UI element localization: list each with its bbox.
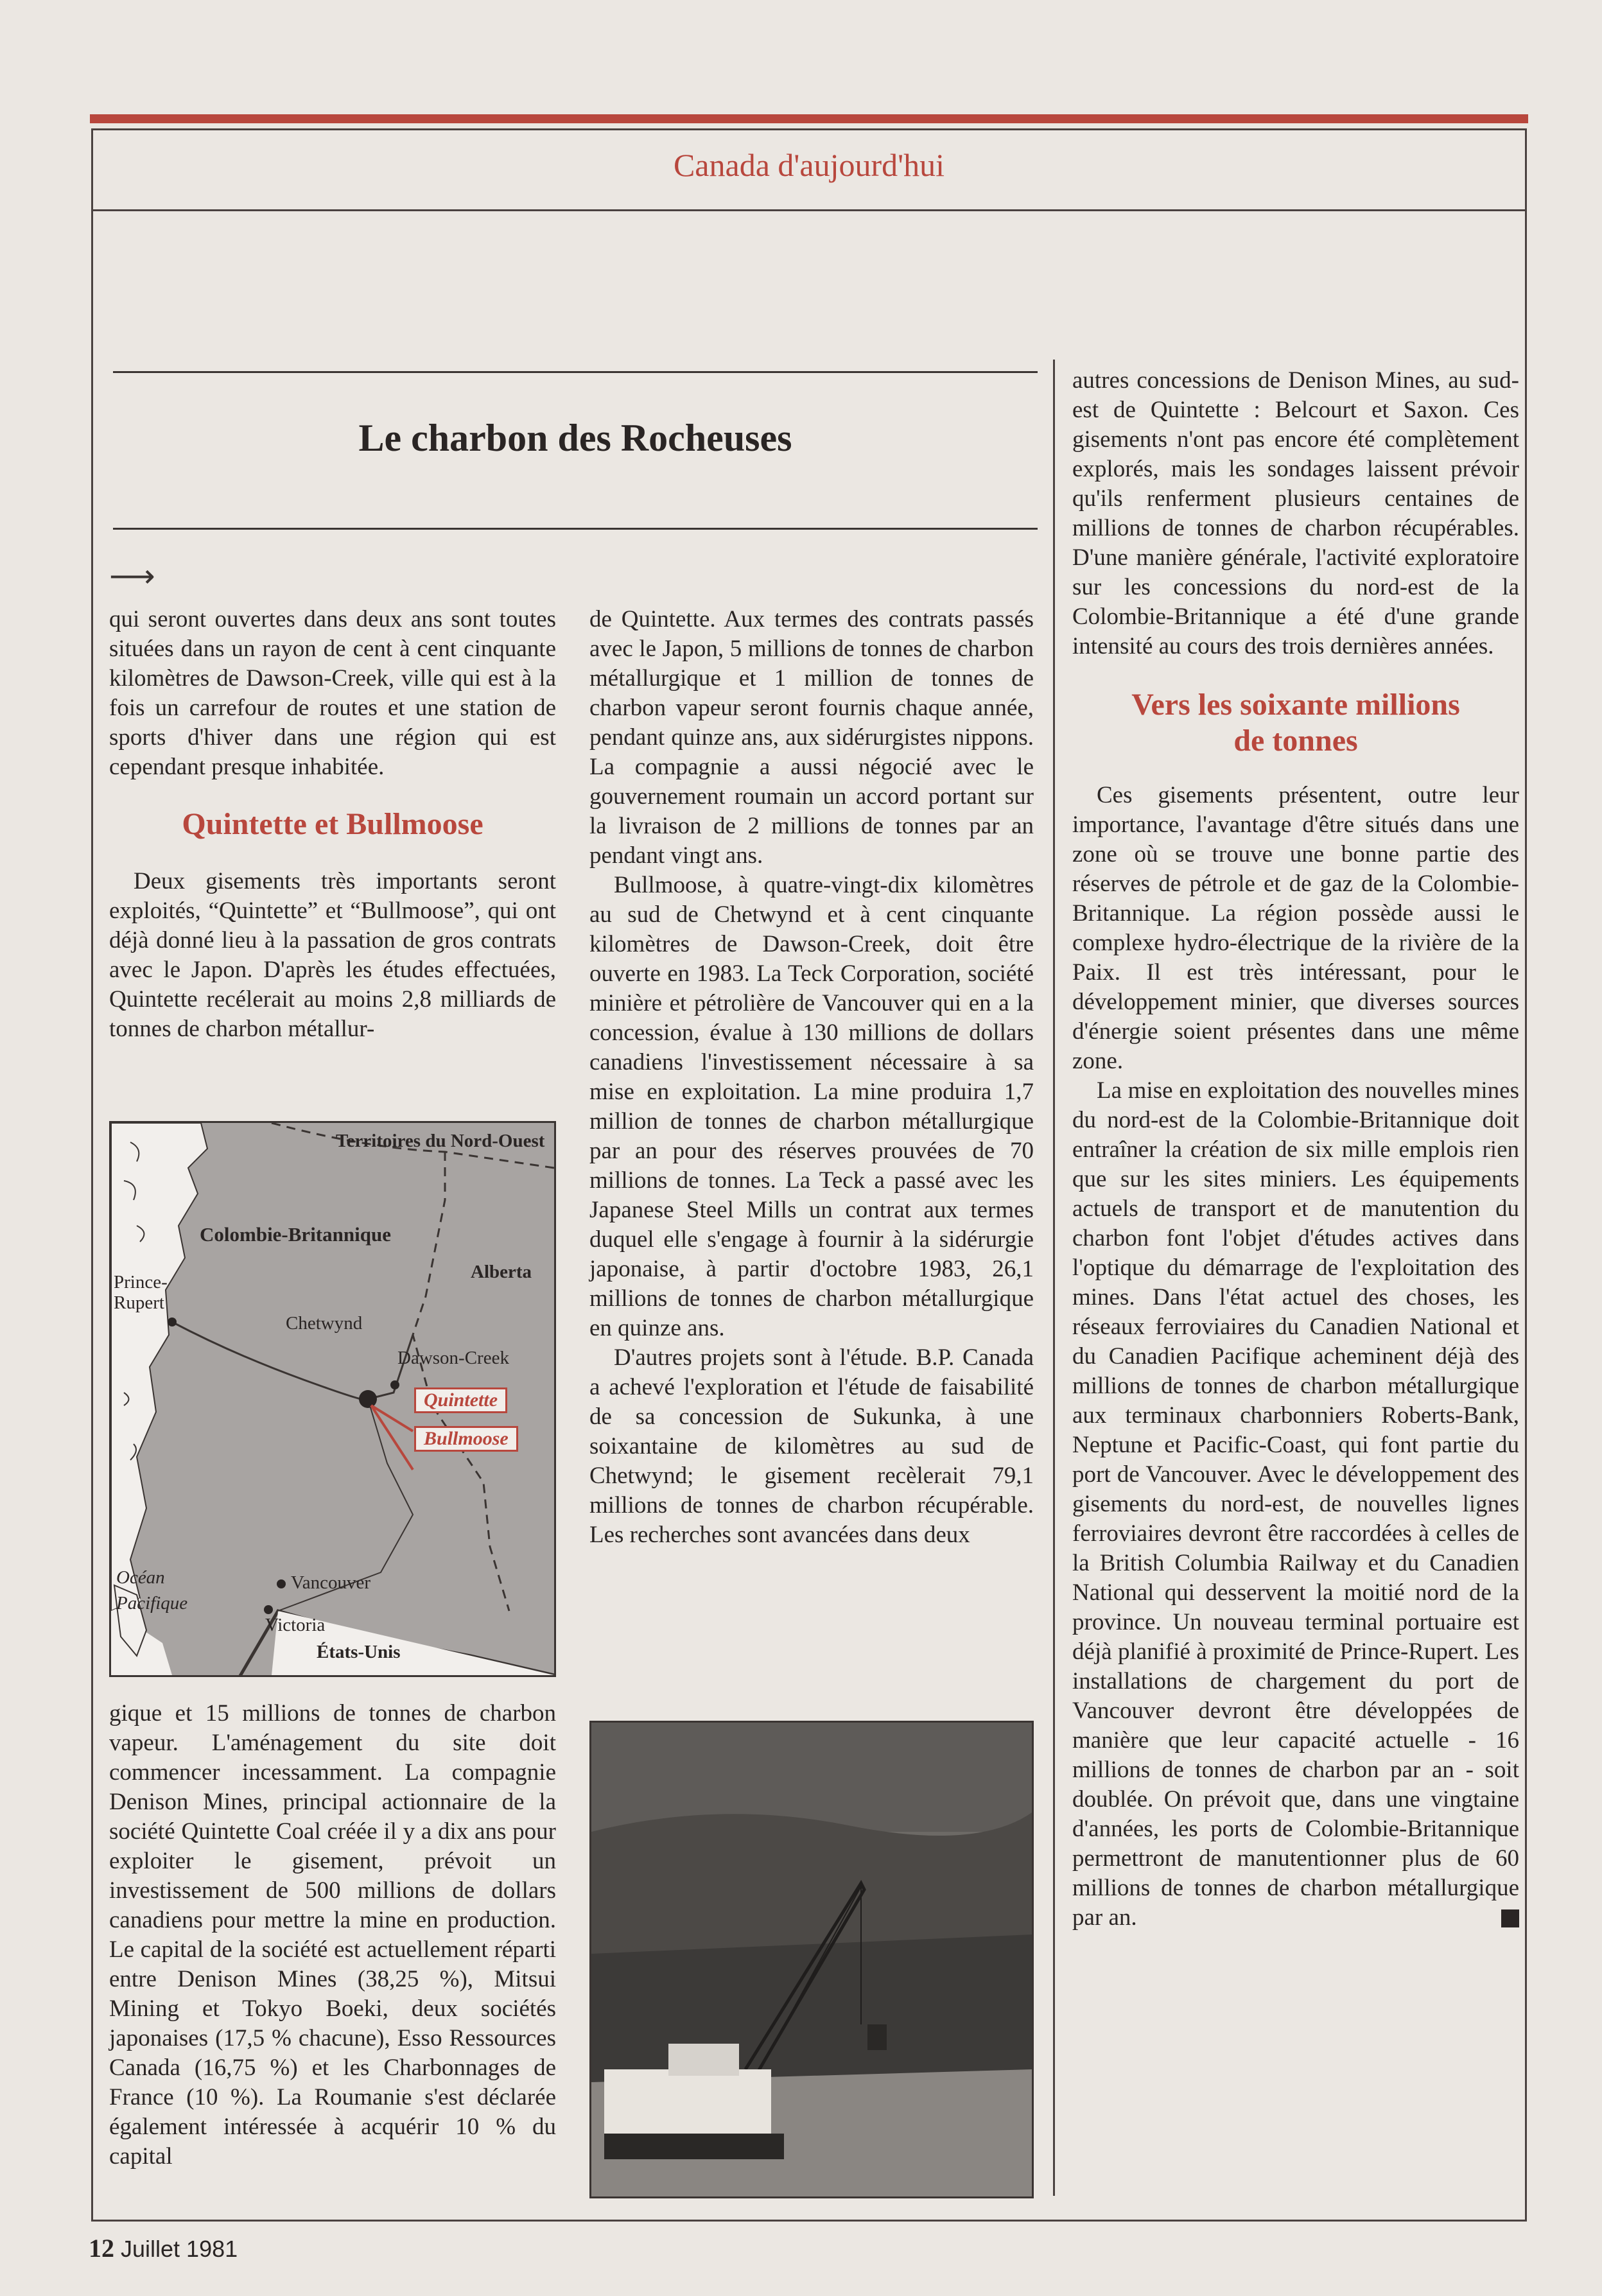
vancouver-dot — [277, 1579, 286, 1588]
title-rule-top — [113, 371, 1038, 373]
page-footer — [89, 2233, 238, 2263]
column-1-top — [109, 605, 556, 1044]
prince-rupert-dot — [168, 1318, 177, 1326]
paragraph: Deux gisements très importants seront exploités, “Quintette” et “Bullmoose”, qui ont déjà donné lieu à la passation de gros contrats avec le Japon. D'après les études effectuées, Quintette recélerait au moins 2,8 milliards de tonnes de charbon métallur- — [109, 868, 556, 1042]
map-label-usa: États-Unis — [317, 1642, 401, 1662]
chetwynd-dot — [359, 1390, 377, 1408]
map-label-alberta: Alberta — [471, 1262, 532, 1282]
map-box-quintette: Quintette — [414, 1387, 507, 1413]
map-label-territoires: Territoires du Nord-Ouest — [336, 1131, 545, 1151]
photo-dragline-mine — [589, 1721, 1034, 2198]
column-2 — [589, 605, 1034, 1550]
end-mark-icon — [1501, 1909, 1519, 1927]
header-divider — [91, 209, 1527, 211]
subheading-line-1: Vers les soixante millions — [1131, 688, 1460, 722]
running-title: Canada d'aujourd'hui — [673, 147, 945, 183]
map-label-prince-rupert-1: Prince- — [114, 1272, 168, 1292]
map-label-prince-rupert-2: Rupert — [114, 1292, 164, 1313]
column-divider — [1053, 360, 1055, 2196]
map-figure — [109, 1121, 556, 1677]
paragraph — [1072, 1076, 1519, 1933]
subheading — [1072, 687, 1519, 759]
continuation-arrow-icon: ⟶ — [109, 558, 155, 594]
paragraph-text: La mise en exploitation des nouvelles mines du nord-est de la Colombie-Britannique doit entraîner la création de six mille emplois rien que sur les sites miniers. Les équipements actuels de transport et de manutention du charbon font l'objet d'études actives dans l'optique du démarrage de l'exploitation des mines. Dans l'état actuel des choses, les réseaux ferroviaires du Canadien National et du Canadien Pacifique acheminent déjà des millions de tonnes de charbon métallurgique aux terminaux charbonniers Roberts-Bank, Neptune et Pacific-Coast, qui font partie du port de Vancouver. Avec le développement des gisements du nord-est, de nouvelles lignes ferroviaires devront être raccordées à celles de la British Columbia Railway et du Canadien National qui desservent la moitié nord de la province. Un nouveau terminal portuaire est déjà planifié à proximité de Prince-Rupert. Les installations de chargement du port de Vancouver devront être développées de manière que leur capacité actuelle - 16 millions de tonnes de charbon par an - soit doublée. On prévoit que, dans une vingtaine d'années, les ports de Colombie-Britannique permettront de manutentionner plus de 60 millions de tonnes de charbon métallurgique par an. — [1072, 1077, 1519, 1931]
map-label-colombie: Colombie-Britannique — [200, 1223, 391, 1246]
paragraph: qui seront ouvertes dans deux ans sont toutes situées dans un rayon de cent à cent cinquante kilomètres de Dawson-Creek, ville qui est à la fois un carrefour de routes et une station de sports d'hiver dans une région qui est cependant presque inhabitée. — [109, 606, 556, 780]
paragraph: autres concessions de Denison Mines, au sud-est de Quintette : Belcourt et Saxon. Ces gisements n'ont pas encore été complètement explorés, mais les sondages laissent prévoir qu'ils renferment plusieurs centaines de millions de tonnes de charbon récupérables. D'une manière générale, l'activité exploratoire sur les concessions du nord-est de la Colombie-Britannique a été d'une grande intensité au cours des trois dernières années. — [1072, 367, 1519, 659]
title-rule-bottom — [113, 528, 1038, 530]
map-label-vancouver: Vancouver — [291, 1572, 371, 1593]
subheading-line-2: de tonnes — [1233, 724, 1358, 758]
dawson-creek-dot — [390, 1380, 399, 1389]
map-label-chetwynd: Chetwynd — [286, 1313, 363, 1334]
map-label-victoria: Victoria — [265, 1615, 326, 1635]
photo-graphic — [591, 1723, 1032, 2196]
paragraph: Bullmoose, à quatre-vingt-dix kilomètres au sud de Chetwynd et à cent cinquante kilomètres de Dawson-Creek, doit être ouverte en 1983. La Teck Corporation, société minière et pétrolière de Vancouver qui en a la concession, évalue à 130 millions de dollars canadiens l'investissement nécessaire à sa mise en exploitation. La mine produira 1,7 million de tonnes de charbon métallurgique par an pour des réserves prouvées de 70 millions de tonnes. La Teck a passé avec les Japanese Steel Mills un contrat aux termes duquel elle s'engage à fournir à la sidérurgie japonaise, à partir d'octobre 1983, 26,1 millions de tonnes de charbon métallurgique en quinze ans. — [589, 872, 1034, 1341]
victoria-dot — [264, 1605, 273, 1614]
column-3 — [1072, 366, 1519, 1933]
paragraph: gique et 15 millions de tonnes de charbon vapeur. L'aménagement du site doit commencer incessamment. La compagnie Denison Mines, principal actionnaire de la société Quintette Coal créée il y a dix ans pour exploiter le gisement, prévoit un investissement de 500 millions de dollars canadiens pour mettre la mine en production. Le capital de la société est actuellement réparti entre Denison Mines (38,25 %), Mitsui Mining et Tokyo Boeki, deux sociétés japonaises (17,5 % chacune), Esso Ressources Canada (16,75 %) et les Charbonnages de France (10 %). La Roumanie s'est déclarée également intéressée à acquérir 10 % du capital — [109, 1700, 556, 2170]
map-box-bullmoose: Bullmoose — [414, 1426, 518, 1452]
issue-date: Juillet 1981 — [121, 2236, 238, 2262]
article-title: Le charbon des Rocheuses — [358, 417, 792, 459]
map-label-ocean-2: Pacifique — [116, 1593, 188, 1613]
subheading: Quintette et Bullmoose — [182, 807, 483, 841]
page-number: 12 — [89, 2234, 114, 2263]
map-label-dawson-creek: Dawson-Creek — [397, 1348, 509, 1368]
paragraph: de Quintette. Aux termes des contrats passés avec le Japon, 5 millions de tonnes de charbon métallurgique et 1 million de tonnes de charbon vapeur seront fournis chaque année, pendant quinze ans, aux sidérurgistes nippons. La compagnie a aussi négocié avec le gouvernement roumain un accord portant sur la livraison de 2 millions de tonnes par an pendant vingt ans. — [589, 606, 1034, 869]
map-label-ocean-1: Océan — [116, 1567, 165, 1588]
top-red-rule — [90, 114, 1528, 123]
paragraph: D'autres projets sont à l'étude. B.P. Canada a achevé l'exploration et l'étude de faisabilité de sa concession de Sukunka, à une soixantaine de kilomètres au sud de Chetwynd; le gisement recèlerait 79,1 millions de tonnes de charbon récupérable. Les recherches sont avancées dans deux — [589, 1344, 1034, 1548]
paragraph: Ces gisements présentent, outre leur importance, l'avantage d'être situés dans une zone où se trouve une bonne partie des réserves de pétrole et de gaz de la Colombie-Britannique. La région possède aussi le complexe hydro-électrique de la rivière de la Paix. Il est très intéressant, pour le développement minier, que diverses sources d'énergie soient présentes dans une même zone. — [1072, 782, 1519, 1074]
column-1-bottom — [109, 1699, 556, 2171]
